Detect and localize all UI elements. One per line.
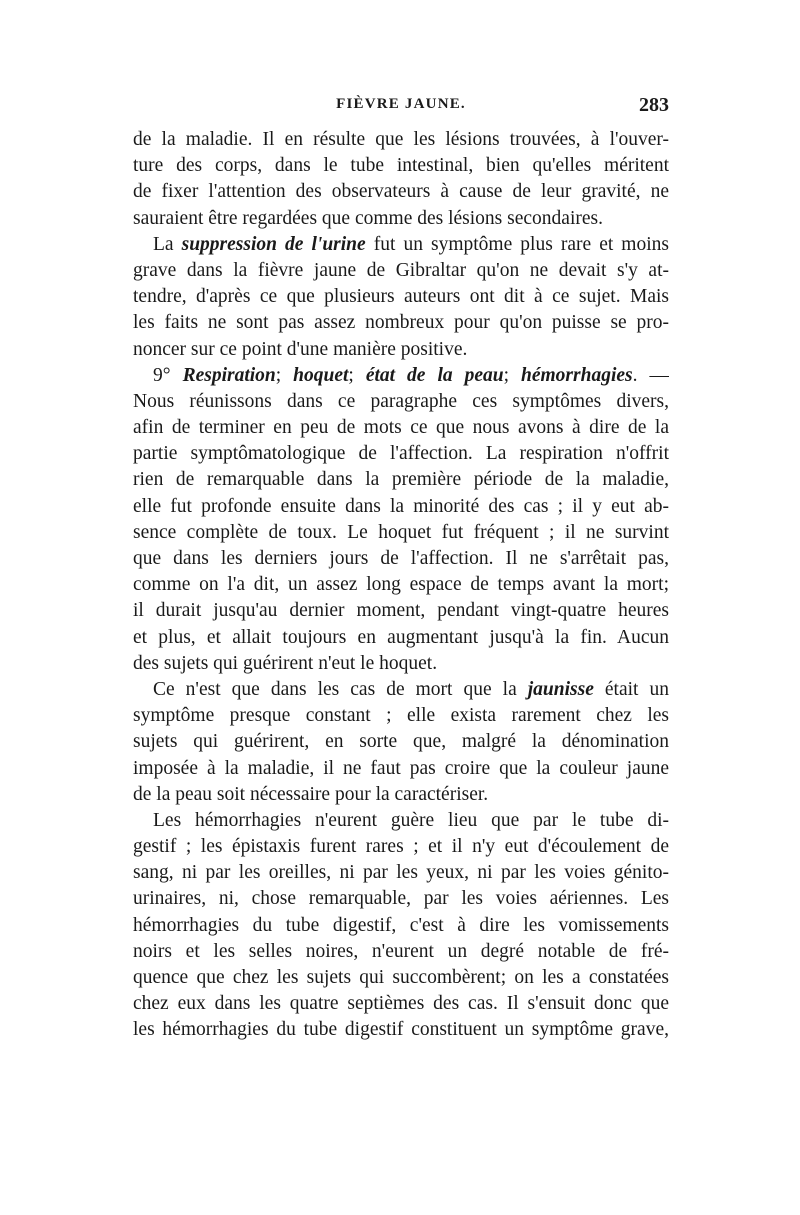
text-line: sauraient être regardées que comme des lésions secondaires. (133, 207, 603, 229)
text-line: rien de remarquable dans la première période de la maladie, (133, 469, 669, 491)
text-line: chez eux dans les quatre septièmes des cas. Il s'ensuit donc que (133, 993, 669, 1015)
running-title: FIÈVRE JAUNE. (336, 96, 466, 112)
text-line: comme on l'a dit, un assez long espace de temps avant la mort; (133, 574, 669, 596)
running-head (133, 94, 669, 122)
text-line: que dans les derniers jours de l'affection. Il ne s'arrêtait pas, (133, 548, 669, 569)
text-line: symptôme presque constant ; elle exista rarement chez les (133, 705, 669, 727)
paragraph-3 (133, 363, 669, 677)
heading-item: Respiration (182, 364, 276, 386)
heading-separator: ; (503, 364, 522, 386)
text-line: il durait jusqu'au dernier moment, pendant vingt-quatre heures (133, 600, 669, 622)
heading-separator: ; (348, 364, 366, 386)
text-line: sang, ni par les oreilles, ni par les yeux, ni par les voies génito- (133, 862, 669, 884)
heading-item: état de la peau (365, 364, 504, 386)
text-line: gestif ; les épistaxis furent rares ; et il n'y eut d'écoulement de (133, 836, 669, 858)
section-number: 9° (153, 364, 171, 386)
heading-item: hémorrhagies (521, 364, 633, 386)
body-text (133, 127, 669, 1044)
paragraph-5 (133, 808, 669, 1044)
text-line: quence que chez les sujets qui succombèrent; on les a constatées (133, 967, 669, 988)
text-line: de fixer l'attention des observateurs à cause de leur gravité, ne (133, 181, 669, 203)
text-line: ture des corps, dans le tube intestinal, bien qu'elles méritent (133, 155, 669, 177)
text-line: des sujets qui guérirent n'eut le hoquet. (133, 652, 438, 674)
text-line (133, 677, 669, 703)
text-line: afin de terminer en peu de mots ce que nous avons à dire de la (133, 417, 669, 439)
heading-separator: ; (275, 364, 294, 386)
text-run: fut un symptôme plus rare et moins (365, 233, 669, 255)
emphasis-text: suppression de l'urine (181, 233, 366, 255)
text-run: La (153, 233, 182, 255)
text-line: les faits ne sont pas assez nombreux pour qu'on puisse se pro- (133, 312, 669, 334)
text-line: Les hémorrhagies n'eurent guère lieu que par le tube di- (153, 809, 669, 831)
text-line: sujets qui guérirent, en sorte que, malgré la dénomination (133, 731, 669, 753)
text-line: Nous réunissons dans ce paragraphe ces symptômes divers, (133, 390, 669, 412)
paragraph-4 (133, 677, 669, 808)
text-run: était un (593, 678, 669, 700)
page-number: 283 (639, 94, 669, 116)
text-line: noirs et les selles noires, n'eurent un degré notable de fré- (133, 940, 669, 962)
text-line: les hémorrhagies du tube digestif constituent un symptôme grave, (133, 1019, 669, 1041)
paragraph-1 (133, 127, 669, 232)
text-line: sence complète de toux. Le hoquet fut fréquent ; il ne survint (133, 521, 669, 543)
text-line: tendre, d'après ce que plusieurs auteurs ont dit à ce sujet. Mais (133, 286, 669, 308)
text-line: noncer sur ce point d'une manière positive. (133, 338, 468, 360)
text-line: de la peau soit nécessaire pour la caractériser. (133, 783, 489, 805)
text-line: urinaires, ni, chose remarquable, par les voies aériennes. Les (133, 888, 669, 910)
heading-item: hoquet (293, 364, 349, 386)
text-line: de la maladie. Il en résulte que les lésions trouvées, à l'ouver- (133, 129, 669, 150)
text-line: et plus, et allait toujours en augmentant jusqu'à la fin. Aucun (133, 626, 669, 648)
emphasis-text: jaunisse (527, 678, 594, 700)
heading-dash: . — (632, 364, 669, 386)
paragraph-2 (133, 232, 669, 363)
text-line: hémorrhagies du tube digestif, c'est à dire les vomissements (133, 914, 669, 936)
section-heading-line (133, 363, 669, 389)
text-line (133, 232, 669, 258)
text-line: imposée à la maladie, il ne faut pas croire que la couleur jaune (133, 757, 669, 779)
text-run: Ce n'est que dans les cas de mort que la (153, 678, 528, 700)
text-line: partie symptômatologique de l'affection. La respiration n'offrit (133, 443, 669, 465)
text-line: grave dans la fièvre jaune de Gibraltar qu'on ne devait s'y at- (133, 259, 669, 281)
text-line: elle fut profonde ensuite dans la minorité des cas ; il y eut ab- (133, 495, 669, 517)
